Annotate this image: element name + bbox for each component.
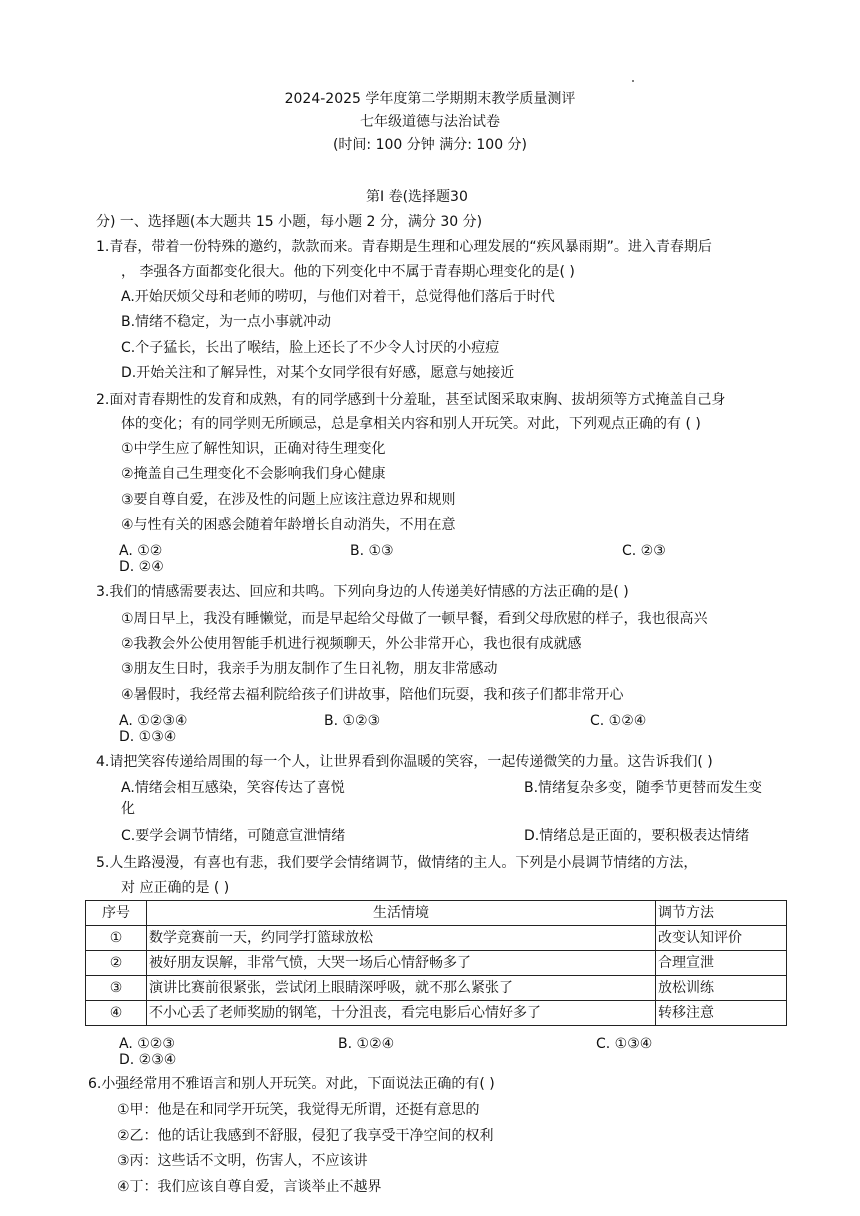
q3-statement-1: ①周日早上，我没有睡懒觉，而是早起给父母做了一顿早餐，看到父母欣慰的样子，我也很高兴 [121,611,708,627]
q2-stem-line2: 体的变化；有的同学则无所顾忌，总是拿相关内容和别人开玩笑。对此，下列观点正确的有 ( ) [121,416,701,432]
q2-option-d: D. ②④ [119,559,164,575]
table-cell: ① [86,926,147,951]
q4-option-d: D.情绪总是正面的，要积极表达情绪 [524,828,750,844]
table-header-cell: 调节方法 [656,901,787,926]
table-cell: ② [86,951,147,976]
table-cell: 改变认知评价 [656,926,787,951]
section-title: 第Ⅰ 卷(选择题30 [366,189,468,205]
q6-statement-2: ②乙：他的话让我感到不舒服，侵犯了我享受干净空间的权利 [117,1128,494,1144]
q2-statement-4: ④与性有关的困惑会随着年龄增长自动消失，不用在意 [121,517,456,533]
table-header-cell: 生活情境 [147,901,656,926]
table-cell: 转移注意 [656,1001,787,1026]
q5-option-b: B. ①②④ [338,1036,395,1052]
q4-option-a: A.情绪会相互感染，笑容传达了喜悦 [121,780,345,796]
q6-statement-3: ③丙：这些话不文明，伤害人，不应该讲 [117,1153,368,1169]
table-row [86,926,787,951]
q5-stem-line1: 5.人生路漫漫，有喜也有悲，我们要学会情绪调节，做情绪的主人。下列是小晨调节情绪的方法， [96,855,698,871]
q3-option-b: B. ①②③ [324,713,381,729]
q3-option-d: D. ①③④ [119,729,177,745]
q4-option-c: C.要学会调节情绪，可随意宣泄情绪 [121,828,346,844]
table-cell: 放松训练 [656,976,787,1001]
table-cell: 不小心丢了老师奖励的钢笔，十分沮丧，看完电影后心情好多了 [147,1001,656,1026]
q3-option-a: A. ①②③④ [119,713,188,729]
q4-option-b-wrap: 化 [121,801,135,817]
table-cell: 演讲比赛前很紧张，尝试闭上眼睛深呼吸，就不那么紧张了 [147,976,656,1001]
q2-option-a: A. ①② [119,543,163,559]
q6-statement-4: ④丁：我们应该自尊自爱，言谈举止不越界 [117,1179,382,1195]
q4-stem: 4.请把笑容传递给周围的每一个人，让世界看到你温暖的笑容，一起传递微笑的力量。这告诉我们( ) [96,754,713,770]
q4-option-b: B.情绪复杂多变，随季节更替而发生变 [524,780,763,796]
q5-stem-line2: 对 应正确的是 ( ) [121,880,230,896]
exam-time-score: (时间: 100 分钟 满分: 100 分) [332,137,528,153]
q1-option-b: B.情绪不稳定，为一点小事就冲动 [121,314,332,330]
table-row [86,1001,787,1026]
scan-dot [632,80,634,82]
q2-statement-2: ②掩盖自己生理变化不会影响我们身心健康 [121,466,386,482]
q3-statement-2: ②我教会外公使用智能手机进行视频聊天，外公非常开心，我也很有成就感 [121,636,582,652]
q6-statement-1: ①甲：他是在和同学开玩笑，我觉得无所谓，还挺有意思的 [117,1102,480,1118]
section-instructions: 分) 一、选择题(本大题共 15 小题，每小题 2 分，满分 30 分) [96,214,483,230]
q2-stem-line1: 2.面对青春期性的发育和成熟，有的同学感到十分羞耻，甚至试图采取束胸、拔胡须等方式掩盖自己身 [96,392,726,408]
q3-statement-3: ③朋友生日时，我亲手为朋友制作了生日礼物，朋友非常感动 [121,661,498,677]
exam-subtitle: 七年级道德与法治试卷 [360,114,500,130]
exam-title: 2024-2025 学年度第二学期期末教学质量测评 [284,91,576,107]
table-cell: 合理宣泄 [656,951,787,976]
q3-option-c: C. ①②④ [590,713,647,729]
table-cell: 数学竞赛前一天，约同学打篮球放松 [147,926,656,951]
q5-option-d: D. ②③④ [119,1052,177,1068]
q2-option-c: C. ②③ [622,543,666,559]
table-cell: ③ [86,976,147,1001]
q1-stem-line1: 1.青春，带着一份特殊的邀约，款款而来。青春期是生理和心理发展的“疾风暴雨期”。进入青春期后 [96,239,712,255]
regulation-table [85,900,787,1026]
table-cell: ④ [86,1001,147,1026]
q2-option-b: B. ①③ [350,543,394,559]
q1-option-d: D.开始关注和了解异性，对某个女同学很有好感，愿意与她接近 [121,365,515,381]
table-cell: 被好朋友误解，非常气愤，大哭一场后心情舒畅多了 [147,951,656,976]
table-header-row [86,901,787,926]
q3-statement-4: ④暑假时，我经常去福利院给孩子们讲故事，陪他们玩耍，我和孩子们都非常开心 [121,687,624,703]
table-header-cell: 序号 [86,901,147,926]
table-row [86,976,787,1001]
q5-option-a: A. ①②③ [119,1036,175,1052]
q1-option-c: C.个子猛长，长出了喉结，脸上还长了不少令人讨厌的小痘痘 [121,340,500,356]
q3-stem: 3.我们的情感需要表达、回应和共鸣。下列向身边的人传递美好情感的方法正确的是( ) [96,584,629,600]
q2-statement-3: ③要自尊自爱，在涉及性的问题上应该注意边界和规则 [121,492,456,508]
q1-stem-line2: ， 李强各方面都变化很大。他的下列变化中不属于青春期心理变化的是( ) [121,264,575,280]
q6-stem: 6.小强经常用不雅语言和别人开玩笑。对此，下面说法正确的有( ) [88,1076,495,1092]
q5-option-c: C. ①③④ [596,1036,653,1052]
q1-option-a: A.开始厌烦父母和老师的唠叨，与他们对着干，总觉得他们落后于时代 [121,289,555,305]
table-row [86,951,787,976]
q2-statement-1: ①中学生应了解性知识，正确对待生理变化 [121,441,386,457]
